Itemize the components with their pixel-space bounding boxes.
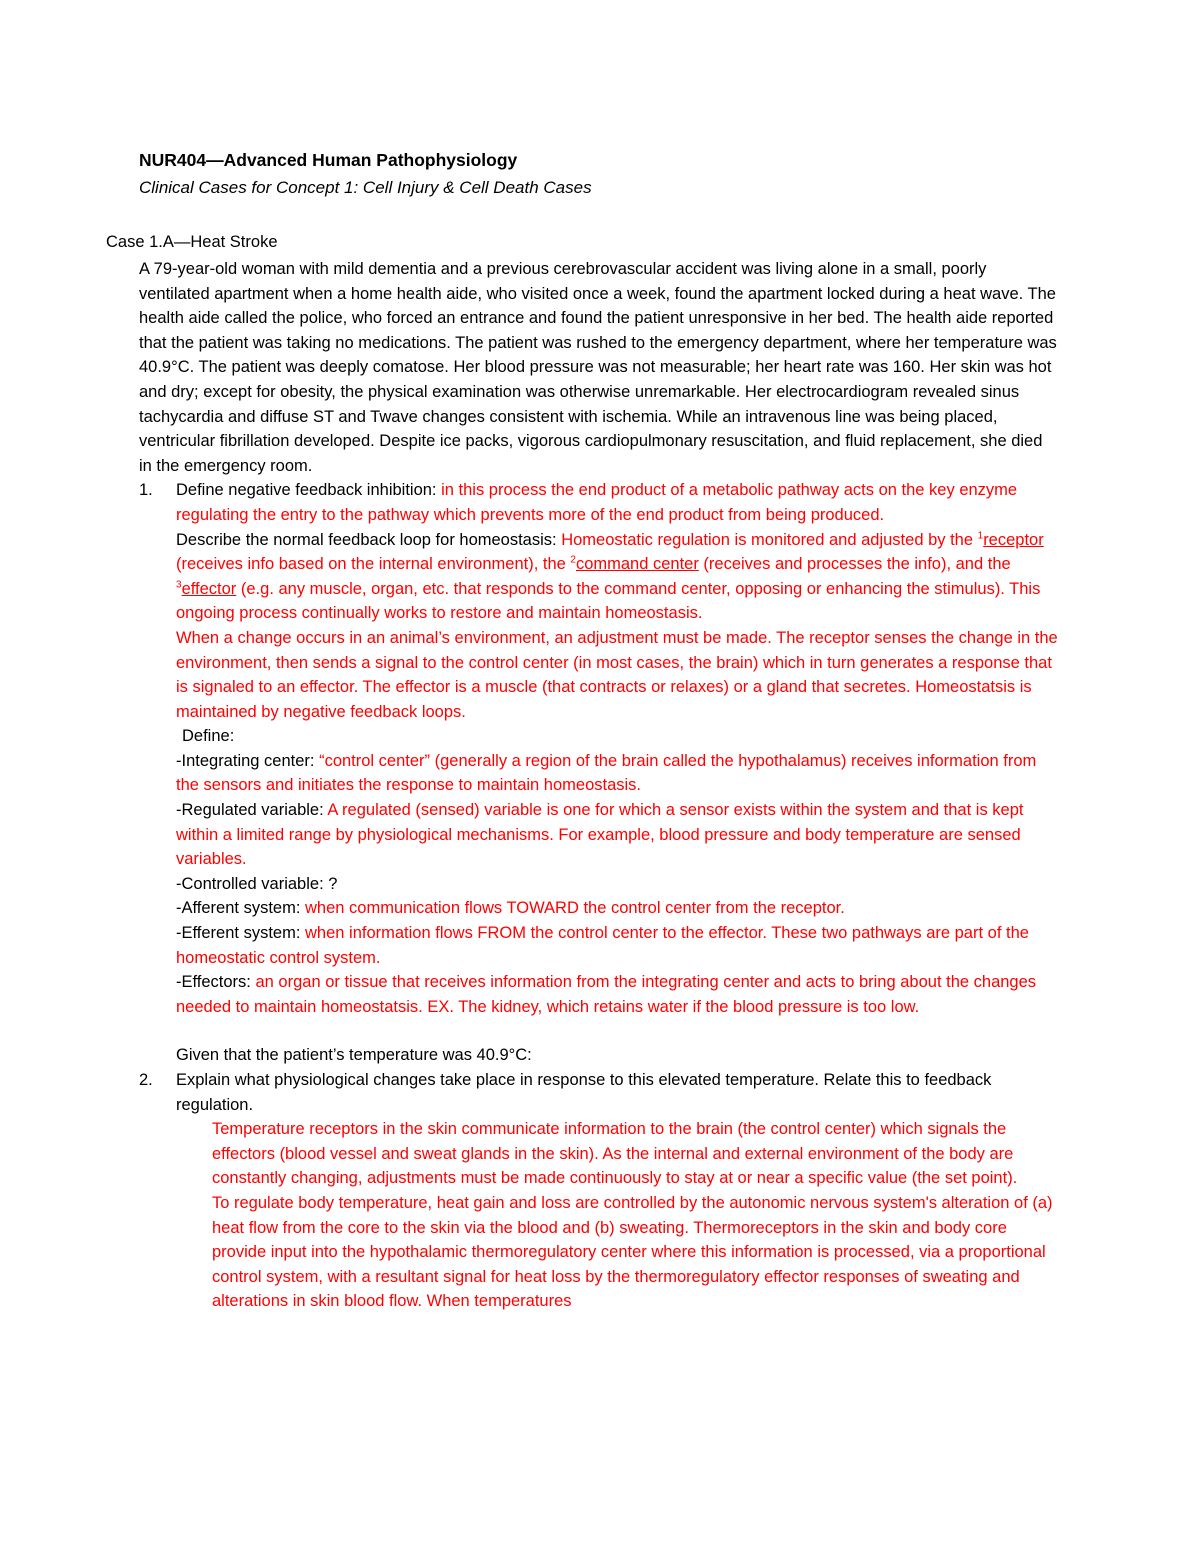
definition-text: A regulated (sensed) variable is one for which a sensor exists within the system and that is kept within a limited range by physiological mechanisms. For example, blood pressure and body temperature are sensed variables. [176, 801, 1024, 869]
define-label: Define: [182, 727, 235, 746]
definition-label: -Effectors: [176, 973, 256, 992]
definition-integrating-center [176, 749, 1059, 798]
answer-text: When a change occurs in an animal’s environment, an adjustment must be made. The receptor senses the change in the environment, then sends a signal to the control center (in most cases, the brain) which in turn generates a response that is signaled to an effector. The effector is a muscle (that contracts or relaxes) or a gland that secretes. Homeostatsis is maintained by negative feedback loops. [176, 628, 1058, 721]
question-prompt: Describe the normal feedback loop for homeostasis: [176, 530, 562, 549]
footnote-marker: 3 [176, 579, 182, 591]
spacer [139, 1019, 1059, 1043]
footnote-marker: 1 [977, 530, 984, 542]
definition-label: -Regulated variable: [176, 801, 328, 820]
question-1-feedback-loop [176, 528, 1059, 626]
question-number: 2. [139, 1071, 153, 1089]
term-command-center: command center [575, 555, 699, 574]
definition-efferent-system [176, 921, 1059, 970]
answer-text: To regulate body temperature, heat gain and loss are controlled by the autonomic nervous system's alteration of (a) heat flow from the core to the skin via the blood and (b) sweating. Thermoreceptors in the skin and body core provide input into the hypothalamic thermoregulatory center where this information is processed, via a proportional control system, with a resultant signal for heat loss by the thermoregulatory effector responses of sweating and alterations in skin blood flow. When temperatures [212, 1193, 1053, 1311]
document-header [139, 147, 1099, 201]
definition-controlled-variable: -Controlled variable: ? [176, 874, 338, 893]
case-body [139, 257, 1059, 1314]
question-number: 1. [139, 481, 153, 500]
definition-text: when information flows FROM the control center to the effector. These two pathways are part of the homeostatic control system. [176, 924, 1029, 967]
document-subtitle: Clinical Cases for Concept 1: Cell Injury & Cell Death Cases [139, 178, 592, 197]
question-2 [139, 1068, 1059, 1314]
definition-text: when communication flows TOWARD the control center from the receptor. [305, 899, 845, 918]
definition-label: -Efferent system: [176, 924, 305, 943]
question-1 [139, 478, 1059, 1019]
term-effector: effector [181, 579, 237, 598]
answer-segment: (receives info based on the internal environment), the [176, 555, 571, 574]
definition-regulated-variable [176, 798, 1059, 872]
definition-label: -Afferent system: [176, 899, 305, 918]
document-title: NUR404—Advanced Human Pathophysiology [139, 150, 518, 170]
question-prompt: Explain what physiological changes take place in response to this elevated temperature. Relate this to feedback regulation. [176, 1071, 992, 1114]
answer-segment: (receives and processes the info), and the [698, 555, 1011, 574]
question-prompt: Define negative feedback inhibition: [176, 481, 442, 500]
definition-text: an organ or tissue that receives information from the integrating center and acts to bring about the changes needed to maintain homeostatsis. EX. The kidney, which retains water if the blood pressure is too low. [176, 973, 1037, 1016]
definition-effectors [176, 970, 1059, 1019]
case-narrative: A 79-year-old woman with mild dementia and a previous cerebrovascular accident was living alone in a small, poorly ventilated apartment when a home health aide, who visited once a week, found the apartment locked during a heat wave. The health aide called the police, who forced an entrance and found the patient unresponsive in her bed. The health aide reported that the patient was taking no medications. The patient was rushed to the emergency department, where her temperature was 40.9°C. The patient was deeply comatose. Her blood pressure was not measurable; her heart rate was 160. Her skin was hot and dry; except for obesity, the physical examination was otherwise unremarkable. Her electrocardiogram revealed sinus tachycardia and diffuse ST and Twave changes consistent with ischemia. While an intravenous line was being placed, ventricular fibrillation developed. Despite ice packs, vigorous cardiopulmonary resuscitation, and fluid replacement, she died in the emergency room. [139, 260, 1057, 475]
given-statement: Given that the patient’s temperature was 40.9°C: [176, 1046, 532, 1065]
footnote-marker: 2 [570, 554, 576, 566]
answer-text: Temperature receptors in the skin communicate information to the brain (the control center) which signals the effectors (blood vessel and sweat glands in the skin). As the internal and external environment of the body are constantly changing, adjustments must be made continuously to stay at or near a specific value (the set point). [212, 1120, 1018, 1188]
case-title: Case 1.A—Heat Stroke [106, 233, 278, 251]
answer-segment: Homeostatic regulation is monitored and adjusted by the [561, 530, 978, 549]
answer-segment: (e.g. any muscle, organ, etc. that responds to the command center, opposing or enhancing the stimulus). This ongoing process continually works to restore and maintain homeostasis. [176, 579, 1041, 623]
question-1-definition [176, 478, 1059, 527]
definition-label: -Integrating center: [176, 751, 320, 770]
definition-text: “control center” (generally a region of the brain called the hypothalamus) receives information from the sensors and initiates the response to maintain homeostasis. [176, 751, 1037, 795]
term-receptor: receptor [983, 530, 1044, 549]
definition-afferent-system [176, 896, 1059, 921]
answer-text: in this process the end product of a metabolic pathway acts on the key enzyme regulating the entry to the pathway which prevents more of the end product from being produced. [176, 481, 1018, 524]
